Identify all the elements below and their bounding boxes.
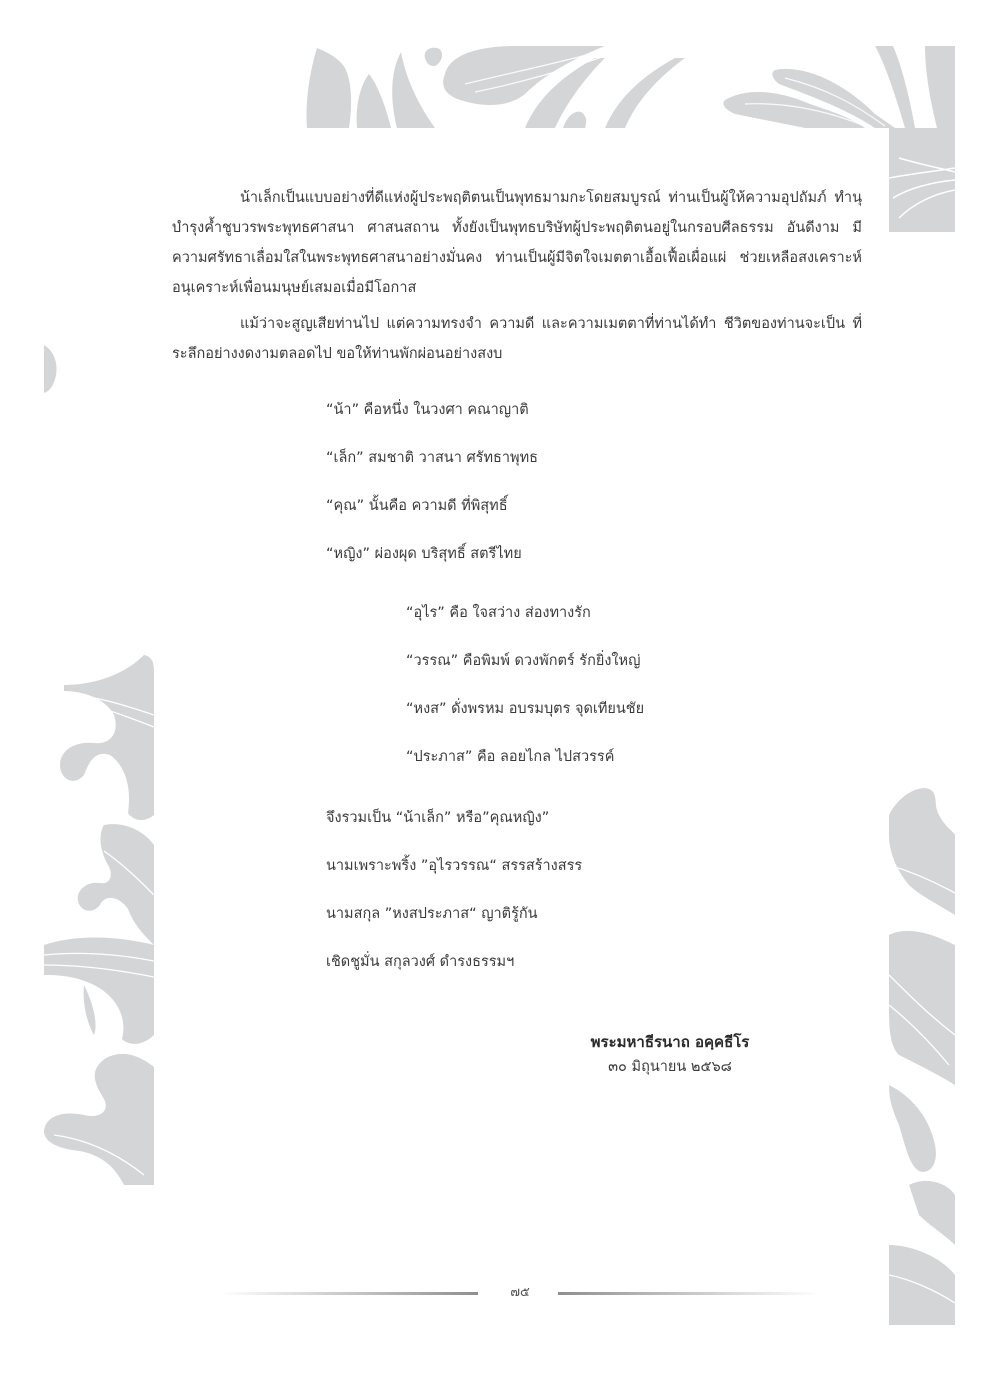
poem-line: “อุไร” คือ ใจสว่าง ส่องทางรัก: [406, 605, 591, 621]
floral-ornament-top: [305, 44, 955, 128]
page-number: ๗๕: [510, 1285, 530, 1300]
poem-line: “เล็ก” สมชาติ วาสนา ศรัทธาพุทธ: [326, 450, 538, 466]
footer-rule-left: [220, 1292, 478, 1295]
floral-ornament-right-bottom: [889, 775, 955, 1325]
page-footer: [220, 1282, 820, 1302]
paragraph-remembrance: แม้ว่าจะสูญเสียท่านไป แต่ความทรงจำ ความดี และความเมตตาที่ท่านได้ทำ ชีวิตของท่านจะเป็น ที่ระลึกอย่างงดงามตลอดไป ขอให้ท่านพักผ่อนอย่างสงบ: [172, 316, 862, 362]
poem-stanza-1: [326, 398, 538, 590]
poem-line: นามสกุล ”หงสประภาส“ ญาติรู้กัน: [326, 906, 538, 922]
author-name: พระมหาธีรนาถ อคฺคธีโร: [590, 1033, 750, 1051]
poem-line: เชิดชูมั่น สกุลวงศ์ ดำรงธรรมฯ: [326, 954, 515, 970]
poem-line: “คุณ” นั้นคือ ความดี ที่พิสุทธิ์: [326, 498, 508, 514]
poem-line: “ประภาส” คือ ลอยไกล ไปสวรรค์: [406, 749, 615, 765]
poem-line: “หญิง” ผ่องผุด บริสุทธิ์ สตรีไทย: [326, 546, 522, 562]
poem-line: “หงส” ดั่งพรหม อบรมบุตร จุดเทียนชัย: [406, 701, 645, 717]
signature-date: ๓๐ มิถุนายน ๒๕๖๘: [608, 1059, 732, 1075]
poem-line: “น้า” คือหนึ่ง ในวงศา คณาญาติ: [326, 402, 529, 418]
poem-line: นามเพราะพริ้ง ”อุไรวรรณ“ สรรสร้างสรร: [326, 858, 583, 874]
floral-ornament-right-top: [889, 128, 955, 232]
poem-line: จึงรวมเป็น “น้าเล็ก” หรือ”คุณหญิง”: [326, 810, 550, 826]
poem-line: “วรรณ” คือพิมพ์ ดวงพักตร์ รักยิ่งใหญ่: [406, 653, 641, 669]
body-text: [172, 183, 862, 369]
footer-rule-right: [558, 1292, 820, 1295]
poem-stanza-2: [406, 601, 644, 793]
poem-stanza-3: [326, 806, 582, 998]
floral-ornament-left-small: [44, 345, 58, 393]
paragraph-tribute: น้าเล็กเป็นแบบอย่างที่ดีแห่งผู้ประพฤติตนเป็นพุทธมามกะโดยสมบูรณ์ ท่านเป็นผู้ให้ความอุปถัมภ์ ทำนุบำรุงค้ำชูบวรพระพุทธศาสนา ศาสนสถาน ทั้งยังเป็นพุทธบริษัทผู้ประพฤติตนอยู่ในกรอบศีลธรรม อันดีงาม มีความศรัทธาเลื่อมใสในพระพุทธศาสนาอย่างมั่นคง ท่านเป็นผู้มีจิตใจเมตตาเอื้อเฟื้อเผื่อแผ่ ช่วยเหลือสงเคราะห์ อนุเคราะห์เพื่อนมนุษย์เสมอเมื่อมีโอกาส: [172, 190, 862, 296]
floral-ornament-left: [44, 655, 154, 1185]
signature-block: [560, 1030, 780, 1080]
